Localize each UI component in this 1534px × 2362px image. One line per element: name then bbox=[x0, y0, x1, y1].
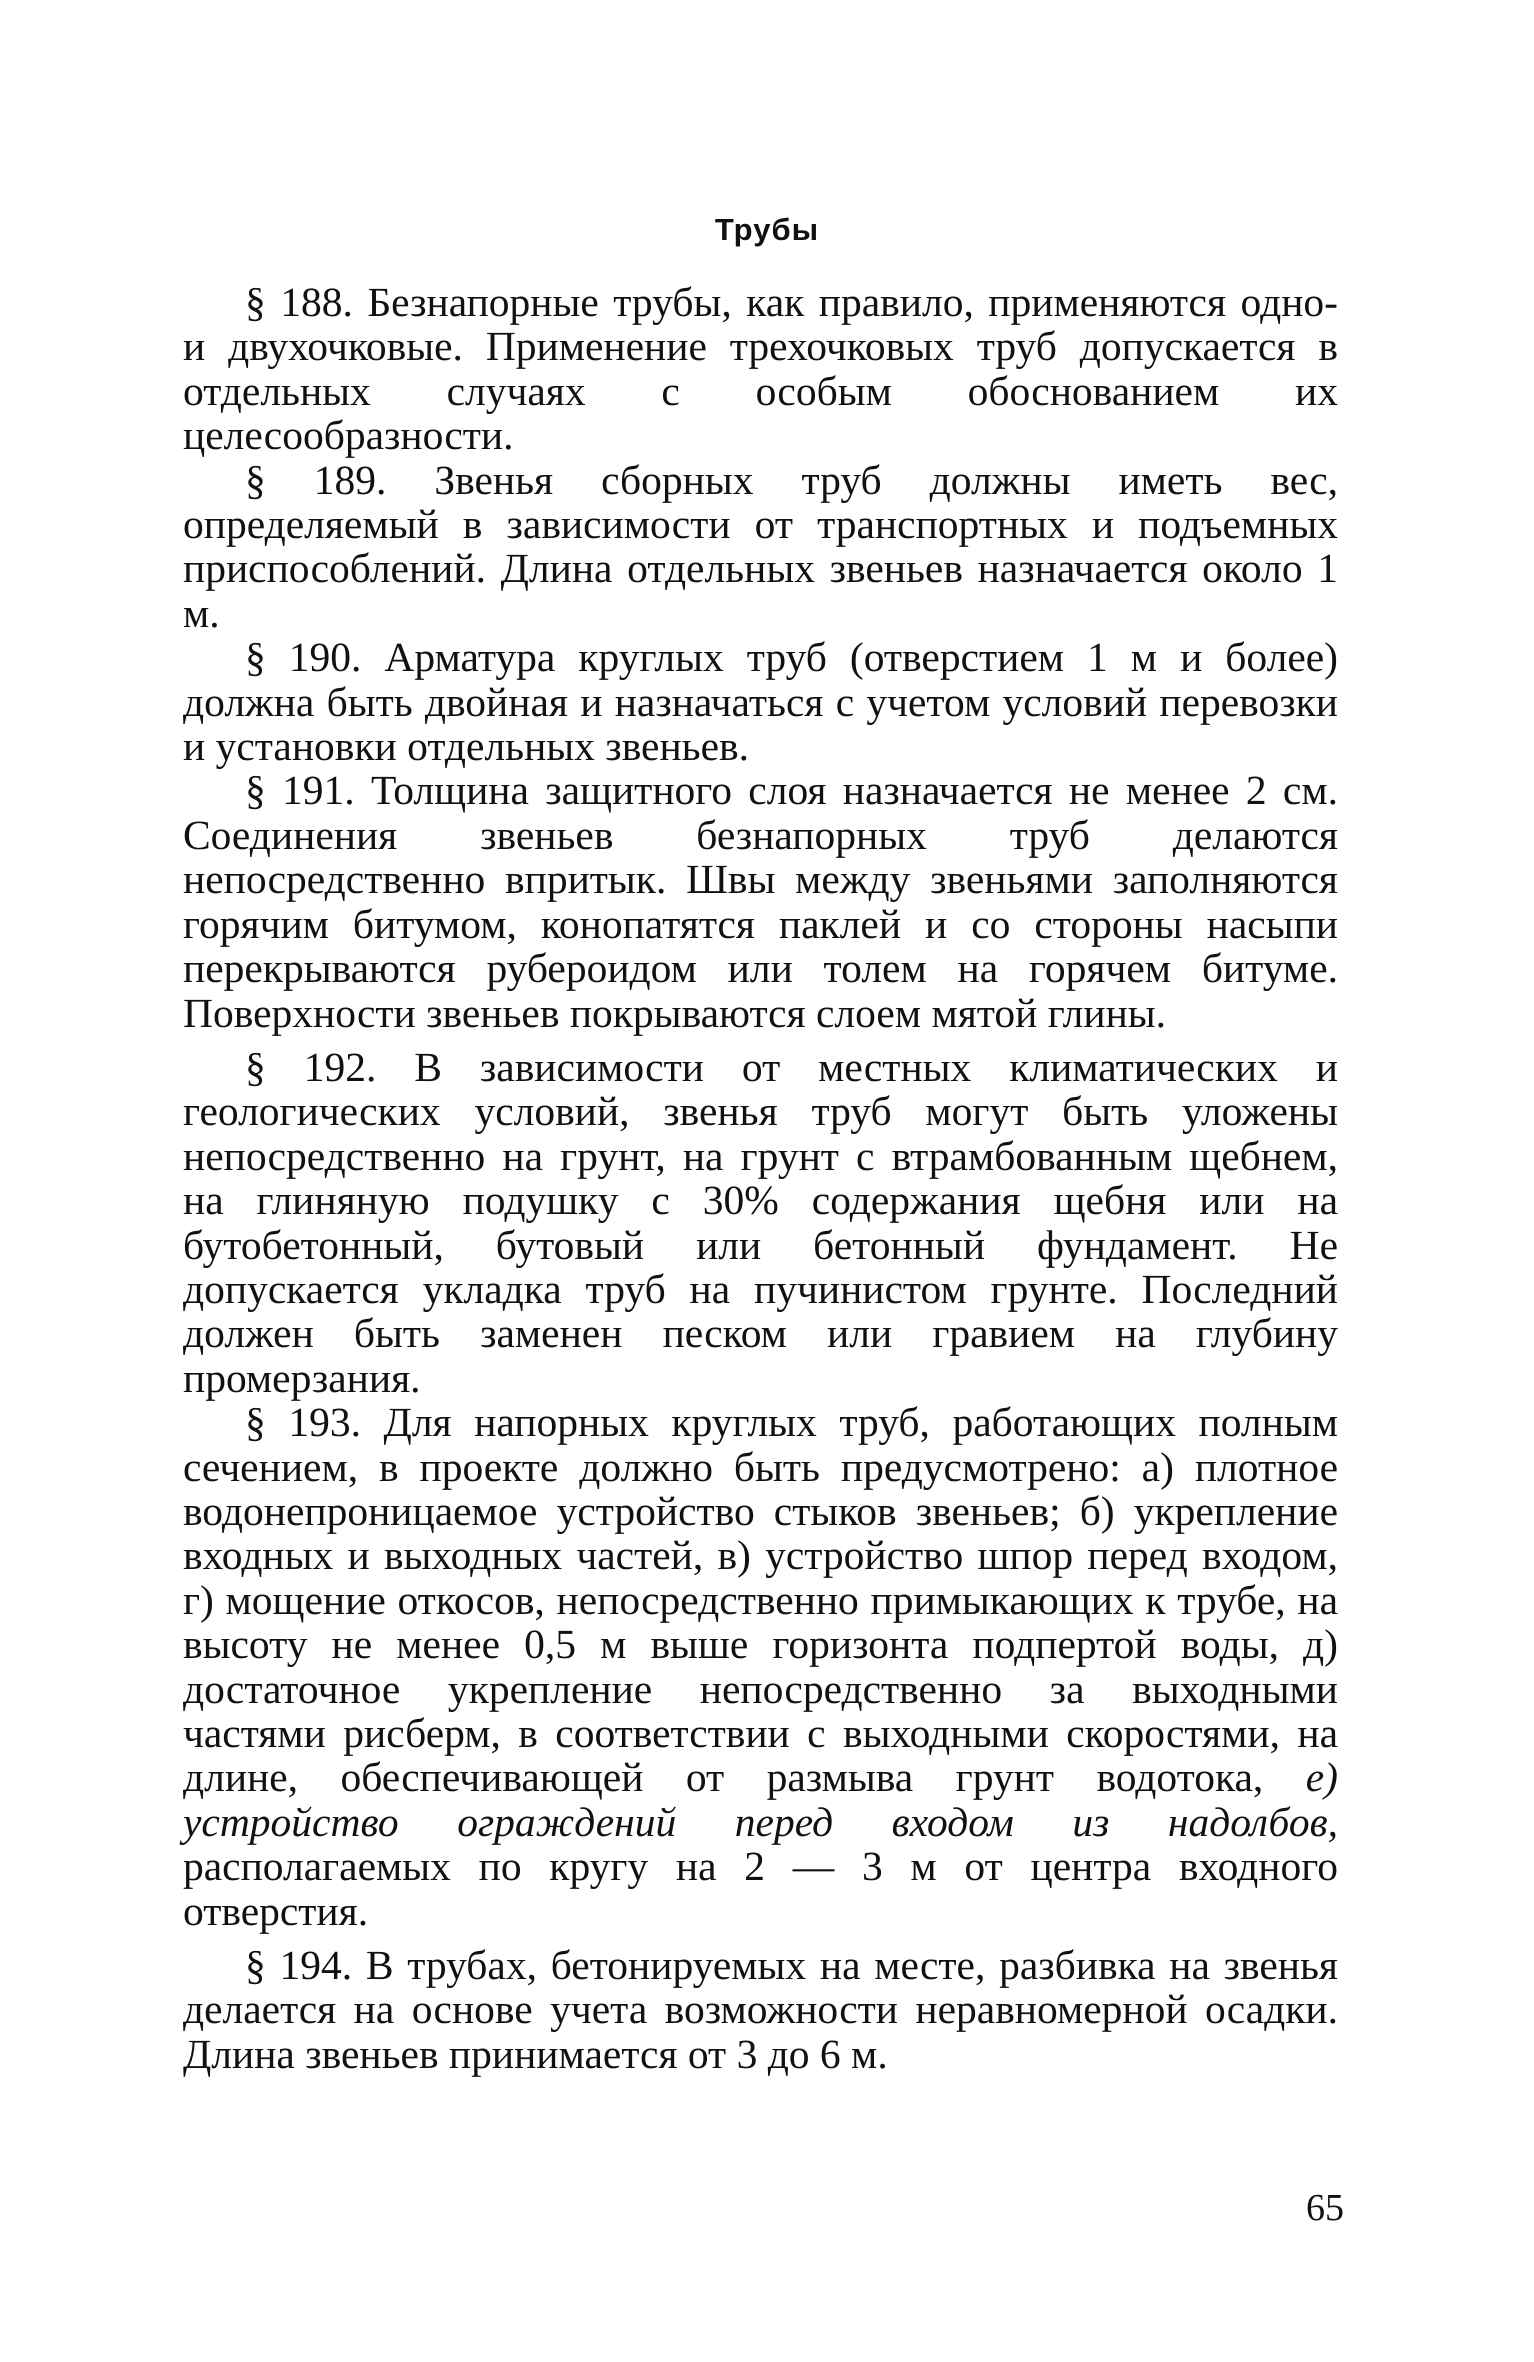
paragraph-193 bbox=[183, 1400, 1338, 1933]
paragraph-192: § 192. В зависимости от местных климатических и геологических условий, звенья труб могут быть уложены непосредственно на грунт, на грунт с втрамбованным щебнем, на глиняную подушку с 30% содержания щебня или на бутобетонный, бутовый или бетонный фундамент. Не допускается укладка труб на пучинистом грунте. Последний должен быть заменен песком или гравием на глубину промерзания. bbox=[183, 1043, 1338, 1401]
paragraph-193-text-after: располагаемых по кругу на 2 — 3 м от центра входного отверстия. bbox=[183, 1843, 1338, 1934]
paragraph-190: § 190. Арматура круглых труб (отверстием 1 м и более) должна быть двойная и назначаться с учетом условий перевозки и установки отдельных звеньев. bbox=[183, 634, 1338, 770]
paragraph-188: § 188. Безнапорные трубы, как правило, применяются одно- и двухочковые. Применение трехочковых труб допускается в отдельных случаях с особым обоснованием их целесообразности. bbox=[183, 279, 1338, 459]
paragraph-189: § 189. Звенья сборных труб должны иметь вес, определяемый в зависимости от транспортных и подъемных приспособлений. Длина отдельных звеньев назначается около 1 м. bbox=[183, 456, 1338, 636]
paragraph-193-italic-text: е) устройство ограждений перед входом из надолбов, bbox=[183, 1754, 1338, 1845]
paragraph-194: § 194. В трубах, бетонируемых на месте, разбивка на звенья делается на основе учета возможности неравномерной осадки. Длина звеньев принимается от 3 до 6 м. bbox=[183, 1942, 1338, 2077]
page-number: 65 bbox=[1306, 2187, 1344, 2229]
paragraph-191: § 191. Толщина защитного слоя назначается не менее 2 см. Соединения звеньев безнапорных труб делаются непосредственно впритык. Швы между звеньями заполняются горячим битумом, конопатятся паклей и со стороны насыпи перекрываются рубероидом или толем на горячем битуме. Поверхности звеньев покрываются слоем мятой глины. bbox=[183, 767, 1338, 1036]
body-text bbox=[183, 280, 1338, 2076]
paragraph-193-text-before: § 193. Для напорных круглых труб, работающих полным сечением, в проекте должно быть предусмотрено: а) плотное водонепроницаемое устройство стыков звеньев; б) укрепление входных и выходных частей, в) устройство шпор перед входом, г) мощение откосов, непосредственно примыкающих к трубе, на высоту не менее 0,5 м выше горизонта подпертой воды, д) достаточное укрепление непосредственно за выходными частями рисберм, в соответствии с выходными скоростями, на длине, обеспечивающей от размыва грунт водотока, bbox=[183, 1399, 1338, 1801]
section-heading: Трубы bbox=[714, 212, 820, 247]
